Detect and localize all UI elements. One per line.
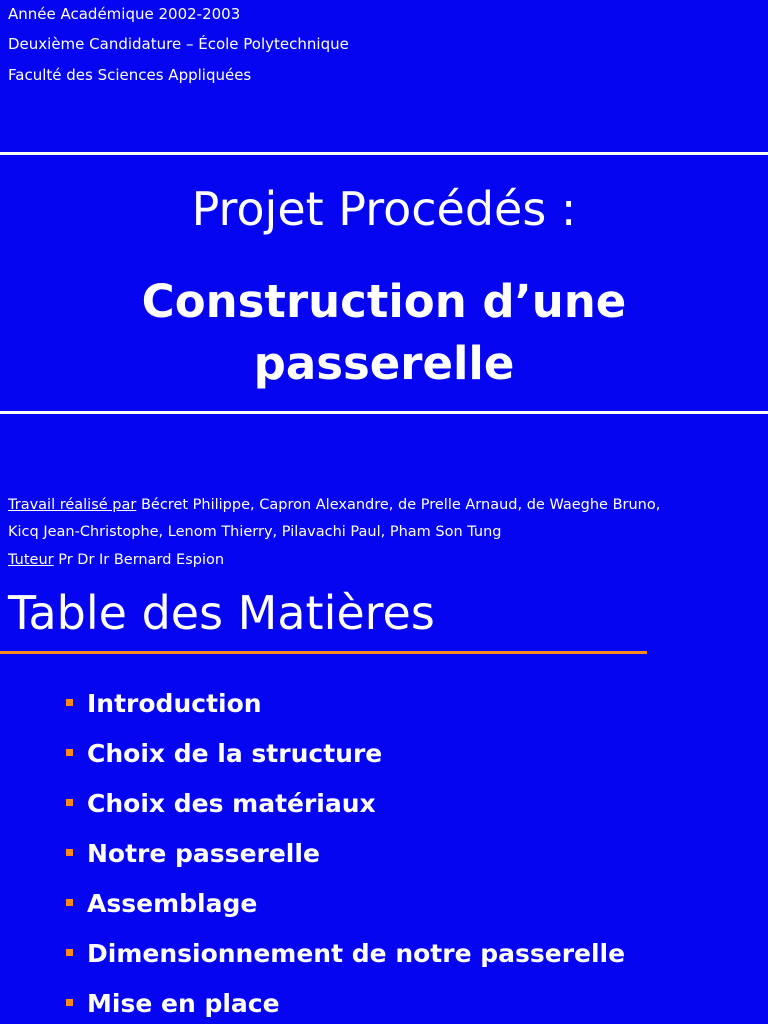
toc-item-label: Notre passerelle <box>87 839 320 868</box>
toc-item-label: Choix des matériaux <box>87 789 376 818</box>
tutor-label: Tuteur <box>8 552 54 568</box>
toc-item <box>66 886 257 922</box>
toc-item-label: Choix de la structure <box>87 739 383 768</box>
project-title-line-2: passerelle <box>253 337 515 390</box>
toc-item <box>66 736 382 772</box>
project-title-line-1: Construction d’une <box>141 275 627 328</box>
toc-item <box>66 786 376 822</box>
toc-item-label: Assemblage <box>87 889 258 918</box>
toc-item-label: Mise en place <box>87 989 280 1018</box>
program-name: Deuxième Candidature – École Polytechnique <box>8 35 349 53</box>
authors-line-1 <box>8 495 660 515</box>
bottom-divider <box>0 411 768 414</box>
bullet-square-icon <box>66 949 73 956</box>
bullet-square-icon <box>66 899 73 906</box>
toc-underline <box>0 651 647 654</box>
authors-line-2: Kicq Jean-Christophe, Lenom Thierry, Pilavachi Paul, Pham Son Tung <box>8 524 502 540</box>
bullet-square-icon <box>66 749 73 756</box>
toc-item-label: Dimensionnement de notre passerelle <box>87 939 626 968</box>
toc-item-label: Introduction <box>87 689 262 718</box>
authors-label: Travail réalisé par <box>8 497 137 513</box>
project-subtitle: Projet Procédés : <box>191 182 577 236</box>
toc-heading: Table des Matières <box>8 586 435 640</box>
academic-year: Année Académique 2002-2003 <box>8 5 241 23</box>
authors-names-1: Bécret Philippe, Capron Alexandre, de Prelle Arnaud, de Waeghe Bruno, <box>136 497 661 513</box>
bullet-square-icon <box>66 799 73 806</box>
tutor-name: Pr Dr Ir Bernard Espion <box>53 552 225 568</box>
faculty-name: Faculté des Sciences Appliquées <box>8 66 252 84</box>
toc-item <box>66 986 280 1022</box>
tutor-line <box>8 550 224 570</box>
toc-item <box>66 686 262 722</box>
bullet-square-icon <box>66 999 73 1006</box>
toc-item <box>66 836 320 872</box>
toc-item <box>66 936 625 972</box>
bullet-square-icon <box>66 849 73 856</box>
bullet-square-icon <box>66 699 73 706</box>
top-divider <box>0 152 768 155</box>
